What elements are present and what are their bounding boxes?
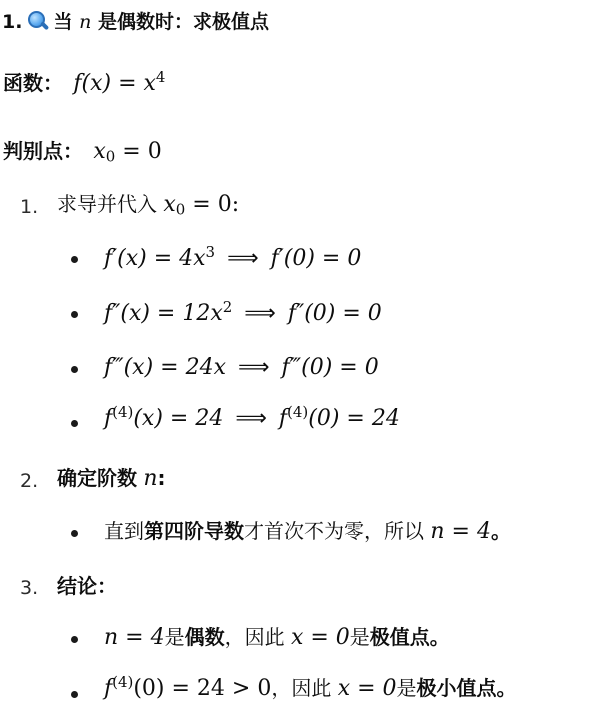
magnifier-icon <box>27 11 47 31</box>
conclusion-2-t2: ，因此 <box>271 676 332 700</box>
derivative-3-lhs: f‴(x) = 24x <box>104 355 226 380</box>
conclusion-1-bold1: 偶数 <box>184 625 225 649</box>
step-3-label: 结论： <box>57 574 117 598</box>
implies-arrow: ⟹ <box>227 246 259 271</box>
function-line <box>3 67 166 96</box>
point-label: 判别点： <box>3 139 83 163</box>
conclusion-1-t2: ，因此 <box>224 625 285 649</box>
conclusion-2-t3: 是 <box>396 676 417 700</box>
step-1-label: 求导并代入 <box>57 192 157 216</box>
derivative-1 <box>104 242 362 271</box>
point-line <box>3 139 162 166</box>
conclusion-2-bold2: 极小值点。 <box>416 676 517 700</box>
bullet-dot <box>71 691 78 698</box>
derivative-4-rhs-sup: (4) <box>287 402 309 421</box>
step-2-text <box>57 468 166 490</box>
derivative-2-lhs: f″(x) = 12x <box>104 301 223 326</box>
conclusion-1-math: n = 4 <box>104 625 165 650</box>
bullet-dot <box>71 420 78 427</box>
conclusion-2-math2: x = 0 <box>337 676 397 701</box>
point-sub: 0 <box>105 147 116 166</box>
derivative-1-rhs: f′(0) = 0 <box>270 246 362 271</box>
conclusion-2-f: f <box>104 676 113 701</box>
step-2-end: 。 <box>490 519 511 543</box>
bullet-dot <box>71 256 78 263</box>
conclusion-1-bold2: 极值点。 <box>369 625 450 649</box>
point-var: x <box>93 139 106 164</box>
step-2-number: 2. <box>20 470 39 492</box>
heading-var: n <box>79 11 92 33</box>
derivative-2-rhs: f″(0) = 0 <box>287 301 382 326</box>
function-exponent: 4 <box>155 67 166 86</box>
derivative-4-rhs-f: f <box>278 406 288 431</box>
heading-number: 1. <box>2 11 23 33</box>
step-2-label: 确定阶数 <box>57 466 137 490</box>
derivative-3 <box>104 357 379 379</box>
derivative-4-f: f <box>104 406 113 431</box>
implies-arrow: ⟹ <box>235 406 267 431</box>
point-rhs: = 0 <box>115 139 162 164</box>
step-1-text <box>57 192 240 219</box>
step-1-sub: 0 <box>175 200 186 219</box>
derivative-2 <box>104 297 382 326</box>
step-2-pre: 直到 <box>104 519 144 543</box>
step-2-bold: 第四阶导数 <box>144 519 244 543</box>
derivative-3-rhs: f‴(0) = 0 <box>281 355 379 380</box>
derivative-1-exp: 3 <box>205 242 216 261</box>
step-1-var: x <box>163 192 176 217</box>
derivative-4-rest: (x) = 24 <box>133 406 224 431</box>
function-label: 函数： <box>3 71 63 95</box>
step-2-var: n <box>143 466 158 491</box>
bullet-dot <box>71 636 78 643</box>
conclusion-2 <box>104 672 517 701</box>
derivative-4-sup: (4) <box>112 402 134 421</box>
step-2-post: 才首次不为零，所以 <box>244 519 424 543</box>
conclusion-2-sup: (4) <box>112 672 134 691</box>
conclusion-1-t1: 是 <box>164 625 185 649</box>
implies-arrow: ⟹ <box>244 301 276 326</box>
conclusion-1-t3: 是 <box>349 625 370 649</box>
step-2-bullet <box>104 521 511 543</box>
bullet-dot <box>71 311 78 318</box>
heading-rest: 是偶数时：求极值点 <box>97 11 269 33</box>
step-2-colon: : <box>157 466 166 490</box>
derivative-1-lhs: f′(x) = 4x <box>104 246 206 271</box>
step-1-number: 1. <box>20 196 39 218</box>
conclusion-1 <box>104 627 450 649</box>
function-expression: f(x) = x <box>73 71 156 96</box>
step-1-rhs: = 0: <box>185 192 240 217</box>
heading-prefix: 当 <box>53 11 73 33</box>
bullet-dot <box>71 366 78 373</box>
step-3-number: 3. <box>20 577 39 599</box>
bullet-dot <box>71 530 78 537</box>
implies-arrow: ⟹ <box>237 355 270 380</box>
derivative-2-exp: 2 <box>222 297 233 316</box>
conclusion-2-rest: (0) = 24 > 0 <box>133 676 272 701</box>
conclusion-1-math2: x = 0 <box>290 625 350 650</box>
step-2-math: n = 4 <box>430 519 491 544</box>
derivative-4 <box>104 402 400 431</box>
section-heading <box>2 11 269 32</box>
derivative-4-rhs-rest: (0) = 24 <box>308 406 400 431</box>
